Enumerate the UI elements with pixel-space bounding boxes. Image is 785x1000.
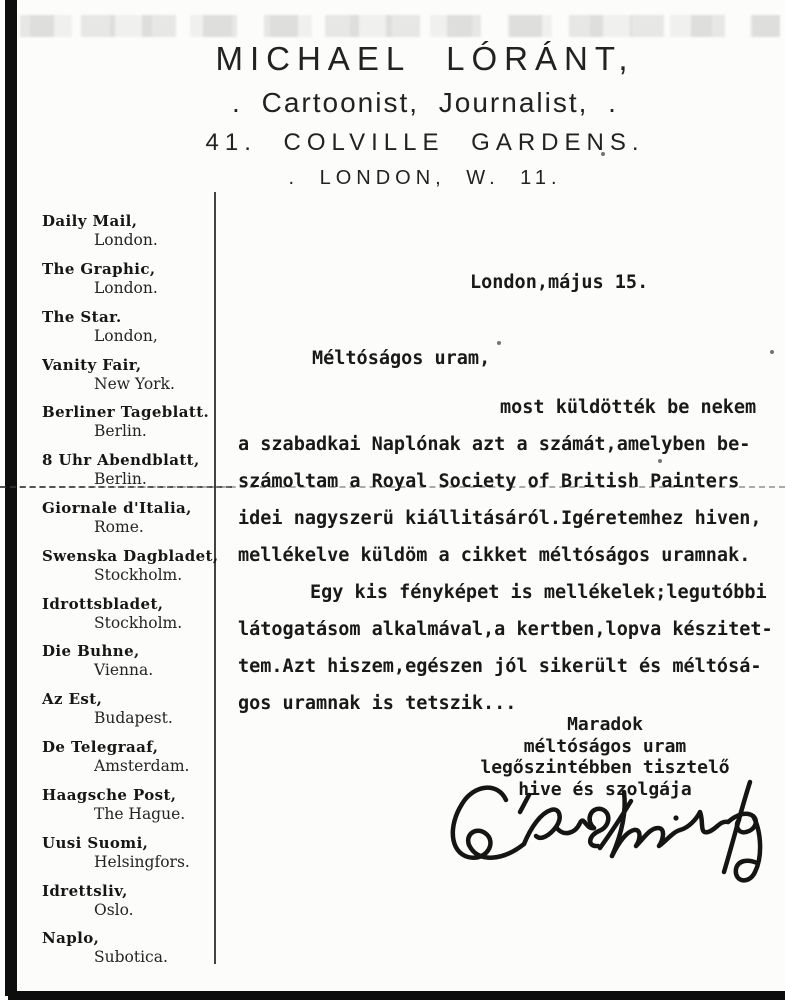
dateline: London,május 15. — [470, 272, 649, 293]
press-item — [42, 642, 217, 679]
press-name: Az Est, — [42, 690, 103, 708]
closing-line: legőszintébben tisztelő — [480, 757, 730, 778]
body-line: mellékelve küldöm a cikket méltóságos uramnak. — [238, 545, 751, 566]
press-city: Subotica. — [94, 948, 168, 966]
letterhead-role: . Cartoonist, Journalist, . — [232, 87, 618, 118]
press-name: Naplo, — [42, 929, 100, 947]
salutation: Méltóságos uram, — [312, 348, 491, 369]
press-city: Berlin. — [94, 422, 147, 440]
closing-line: Maradok — [567, 714, 643, 735]
body-line: Egy kis fényképet is mellékelek;legutóbbi — [310, 582, 767, 603]
letterhead-address: 41. COLVILLE GARDENS. — [205, 129, 645, 156]
press-name: 8 Uhr Abendblatt, — [42, 451, 200, 469]
body-line: idei nagyszerü kiállitásáról.Igéretemhez hiven, — [238, 508, 762, 529]
letter-body — [238, 389, 773, 722]
press-item — [42, 403, 217, 440]
scan-speck — [497, 341, 501, 345]
press-item — [42, 834, 217, 871]
scan-bottom-edge — [8, 991, 785, 1000]
press-item — [42, 260, 217, 297]
press-city: Helsingfors. — [94, 853, 190, 871]
press-city: London. — [94, 231, 158, 249]
press-city: Budapest. — [94, 709, 173, 727]
press-item — [42, 212, 217, 249]
press-city: London. — [94, 279, 158, 297]
body-line: tem.Azt hiszem,egészen jól sikerült és méltósá- — [238, 656, 762, 677]
press-city: Berlin. — [94, 470, 147, 488]
press-item — [42, 690, 217, 727]
letterhead — [125, 40, 725, 190]
press-name: Idrettsliv, — [42, 882, 128, 900]
scan-speck — [770, 350, 774, 354]
press-name: De Telegraaf, — [42, 738, 159, 756]
press-item — [42, 929, 217, 966]
scan-left-edge — [5, 0, 17, 996]
press-name: Berliner Tageblatt. — [42, 403, 210, 421]
letterhead-city: . LONDON, W. 11. — [288, 167, 562, 189]
press-name: Giornale d'Italia, — [42, 499, 192, 517]
press-city: Oslo. — [94, 901, 134, 919]
body-line: gos uramnak is tetszik... — [238, 693, 517, 714]
press-city: London, — [94, 327, 158, 345]
press-city: Rome. — [94, 518, 144, 536]
press-city: New York. — [94, 375, 175, 393]
press-name: The Graphic, — [42, 260, 156, 278]
press-city: Stockholm. — [94, 614, 183, 632]
press-name: Die Buhne, — [42, 642, 140, 660]
press-name: The Star. — [42, 308, 122, 326]
press-name: Haagsche Post, — [42, 786, 177, 804]
press-city: Amsterdam. — [94, 757, 190, 775]
press-city: The Hague. — [94, 805, 186, 823]
press-city: Vienna. — [94, 661, 154, 679]
press-item — [42, 499, 217, 536]
press-item — [42, 882, 217, 919]
signature-handwriting — [428, 772, 783, 902]
press-name: Swenska Dagbladet, — [42, 547, 219, 565]
letterhead-name: MICHAEL LÓRÁNT, — [215, 40, 635, 77]
press-name: Idrottsbladet, — [42, 595, 164, 613]
body-line: látogatásom alkalmával,a kertben,lopva készitet- — [238, 619, 773, 640]
press-item — [42, 308, 217, 345]
press-item — [42, 738, 217, 775]
body-line: számoltam a Royal Society of British Painters — [238, 471, 740, 492]
press-name: Uusi Suomi, — [42, 834, 149, 852]
press-item — [42, 547, 217, 584]
press-item — [42, 595, 217, 632]
scan-top-smudge — [20, 15, 780, 37]
closing-line: hive és szolgája — [518, 778, 692, 800]
press-item — [42, 356, 217, 393]
press-name: Daily Mail, — [42, 212, 138, 230]
press-item — [42, 451, 217, 488]
press-city: Stockholm. — [94, 566, 183, 584]
body-line: most küldötték be nekem — [500, 397, 757, 418]
press-item — [42, 786, 217, 823]
closing-line: méltóságos uram — [523, 735, 687, 757]
body-line: a szabadkai Naplónak azt a számát,amelyben be- — [238, 434, 751, 455]
press-name: Vanity Fair, — [42, 356, 142, 374]
